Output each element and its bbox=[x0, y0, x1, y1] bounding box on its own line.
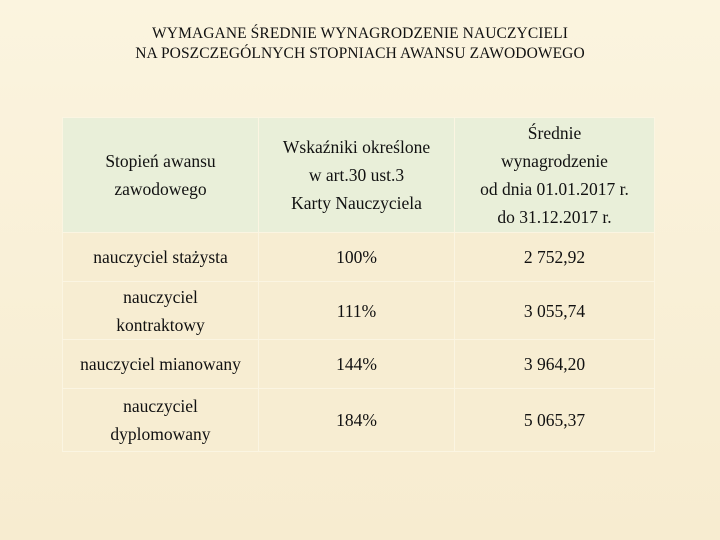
level-text: nauczyciel stażysta bbox=[93, 247, 228, 267]
table-row bbox=[63, 233, 655, 282]
header-text: Karty Nauczyciela bbox=[291, 193, 422, 213]
level-cell bbox=[63, 340, 259, 389]
title-line-2: NA POSZCZEGÓLNYCH STOPNIACH AWANSU ZAWODOWEGO bbox=[135, 45, 585, 62]
header-cell-level bbox=[63, 118, 259, 233]
salary-table bbox=[62, 117, 655, 452]
header-text: od dnia 01.01.2017 r. bbox=[480, 179, 629, 199]
level-cell bbox=[63, 233, 259, 282]
level-text: nauczyciel bbox=[123, 396, 198, 416]
index-cell: 184% bbox=[259, 389, 455, 452]
header-text: w art.30 ust.3 bbox=[308, 165, 405, 185]
table-row bbox=[63, 389, 655, 452]
level-text: dyplomowany bbox=[110, 424, 211, 444]
table-header-row bbox=[63, 118, 655, 233]
page-title bbox=[0, 24, 720, 64]
header-text: zawodowego bbox=[114, 179, 207, 199]
level-text: kontraktowy bbox=[116, 314, 205, 335]
header-text: do 31.12.2017 r. bbox=[497, 207, 612, 227]
index-cell: 100% bbox=[259, 233, 455, 282]
header-text: Stopień awansu bbox=[105, 151, 216, 171]
header-text: wynagrodzenie bbox=[501, 151, 608, 171]
salary-cell: 3 055,74 bbox=[455, 282, 655, 340]
header-cell-salary bbox=[455, 118, 655, 233]
salary-cell: 3 964,20 bbox=[455, 340, 655, 389]
table-row bbox=[63, 340, 655, 389]
index-cell: 144% bbox=[259, 340, 455, 389]
header-text: Średnie bbox=[527, 123, 582, 143]
header-cell-index bbox=[259, 118, 455, 233]
level-text: nauczyciel bbox=[123, 286, 198, 307]
level-cell bbox=[63, 282, 259, 340]
table-row bbox=[63, 282, 655, 340]
index-cell: 111% bbox=[259, 282, 455, 340]
level-text: nauczyciel mianowany bbox=[80, 354, 241, 374]
title-line-1: WYMAGANE ŚREDNIE WYNAGRODZENIE NAUCZYCIELI bbox=[152, 25, 568, 42]
salary-cell: 2 752,92 bbox=[455, 233, 655, 282]
header-text: Wskaźniki określone bbox=[282, 137, 431, 157]
salary-cell: 5 065,37 bbox=[455, 389, 655, 452]
level-cell bbox=[63, 389, 259, 452]
